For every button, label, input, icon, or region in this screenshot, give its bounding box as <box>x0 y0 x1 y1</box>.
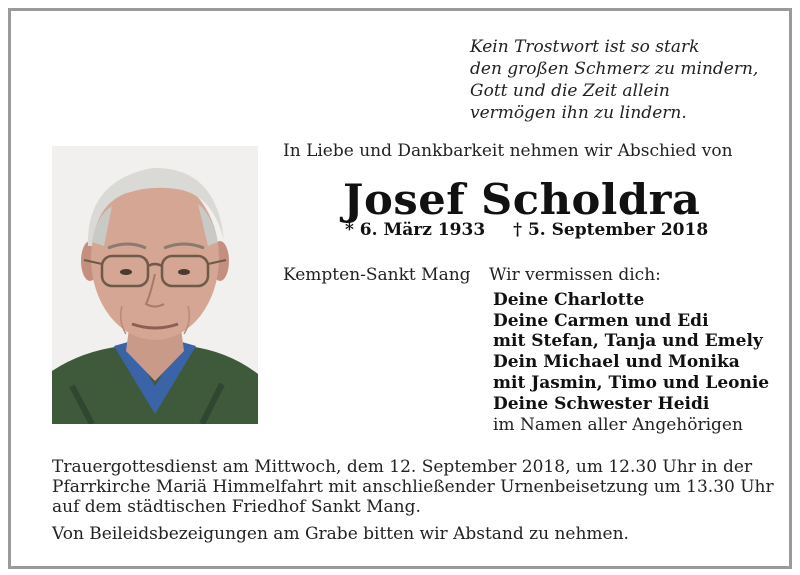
mourner-name: Dein Michael und Monika <box>493 352 740 373</box>
death-date: † 5. September 2018 <box>513 220 709 240</box>
service-line: Pfarrkirche Mariä Himmelfahrt mit anschließender Urnenbeisetzung um 13.30 Uhr <box>52 477 774 497</box>
mourners-list <box>489 265 769 435</box>
mourner-name: mit Stefan, Tanja und Emely <box>493 331 763 352</box>
service-line: Trauergottesdienst am Mittwoch, dem 12. September 2018, um 12.30 Uhr in der <box>52 457 753 477</box>
farewell-intro: In Liebe und Dankbarkeit nehmen wir Abschied von <box>283 141 733 161</box>
mourner-name: mit Jasmin, Timo und Leonie <box>493 372 770 393</box>
mourner-name: Deine Carmen und Edi <box>493 310 709 331</box>
poem-line: vermögen ihn zu lindern. <box>470 103 687 123</box>
service-info <box>52 457 782 517</box>
poem-line: den großen Schmerz zu mindern, <box>470 59 759 79</box>
service-line: auf dem städtischen Friedhof Sankt Mang. <box>52 497 421 517</box>
birth-date: * 6. März 1933 <box>345 220 486 240</box>
portrait-photo <box>52 146 258 424</box>
condolence-note: Von Beileidsbezeigungen am Grabe bitten wir Abstand zu nehmen. <box>52 524 629 544</box>
mourner-name: Deine Schwester Heidi <box>493 393 710 414</box>
life-dates <box>345 220 708 240</box>
poem-line: Kein Trostwort ist so stark <box>470 37 700 57</box>
mourner-name: Deine Charlotte <box>493 289 645 310</box>
place-name: Kempten-Sankt Mang <box>283 265 471 285</box>
mourners-header: Wir vermissen dich: <box>489 265 661 285</box>
poem <box>470 36 770 124</box>
deceased-name: Josef Scholdra <box>343 175 701 224</box>
poem-line: Gott und die Zeit allein <box>470 81 670 101</box>
mourners-closing: im Namen aller Angehörigen <box>493 414 743 435</box>
